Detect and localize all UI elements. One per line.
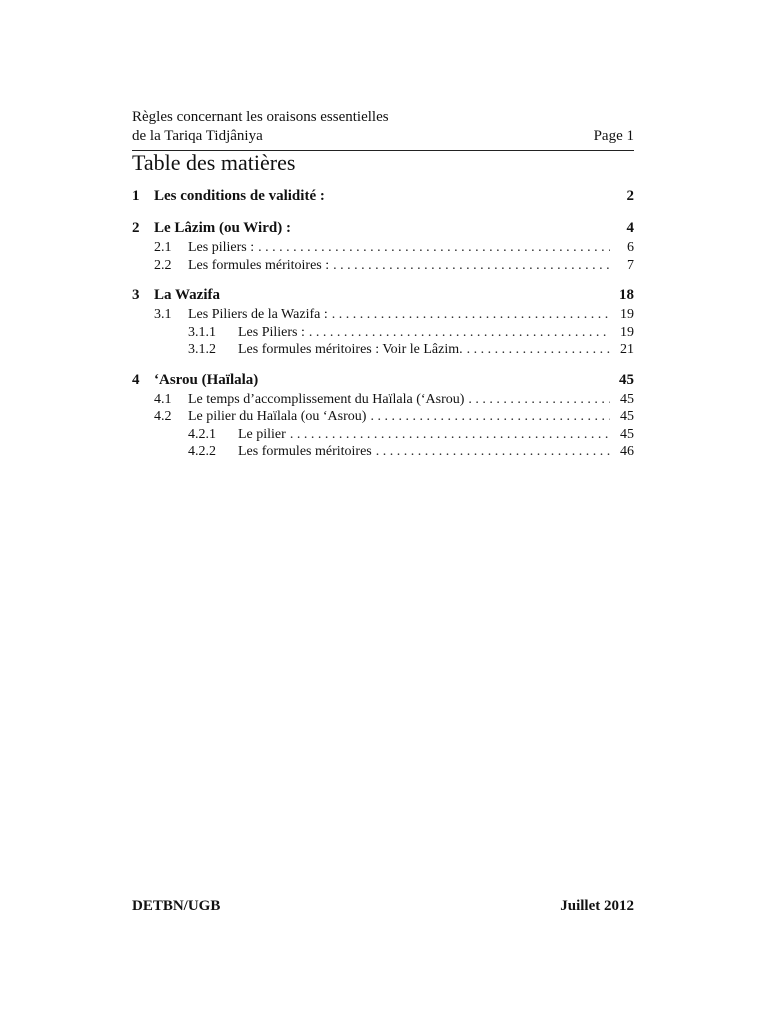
toc-entry-page: 45 — [620, 391, 634, 407]
header-title-line2: de la Tariqa Tidjâniya — [132, 128, 263, 144]
toc-entry-page: 45 — [620, 409, 634, 424]
toc-entry-number: 4.1 — [154, 391, 172, 407]
toc-section-page: 4 — [626, 220, 634, 236]
toc-leader-dots — [468, 392, 610, 408]
toc-entry-title: Les piliers : — [188, 240, 255, 255]
toc-leader-dots — [309, 325, 610, 341]
toc-entry-title: Le temps d’accomplissement du Haïlala (‘Asrou) — [188, 391, 465, 407]
toc-entry-number: 3.1 — [154, 307, 172, 322]
toc-entry-page: 6 — [627, 240, 634, 255]
toc-title: Table des matières — [132, 150, 296, 175]
toc-leader-dots — [290, 427, 610, 443]
toc-section[interactable] — [132, 287, 634, 307]
toc-subsubsection[interactable] — [132, 444, 634, 462]
header-title-line1: Règles concernant les oraisons essentielles — [132, 109, 389, 125]
toc-section-title: La Wazifa — [154, 287, 220, 303]
toc-entry-page: 45 — [620, 426, 634, 442]
toc-section-title: Le Lâzim (ou Wird) : — [154, 220, 291, 236]
toc-entry-page: 46 — [620, 444, 634, 459]
header-page-number: Page 1 — [593, 128, 634, 144]
toc-entry-title: Le pilier du Haïlala (ou ‘Asrou) — [188, 409, 367, 424]
toc-section-number: 1 — [132, 188, 140, 204]
toc-entry-number: 4.2 — [154, 409, 172, 424]
toc-entry-number: 3.1.1 — [188, 324, 216, 340]
toc-subsubsection[interactable] — [132, 427, 634, 445]
toc-entry-title: Les formules méritoires — [238, 444, 372, 459]
page-header — [132, 108, 634, 151]
toc-leader-dots — [376, 444, 610, 460]
toc-leader-dots — [370, 409, 610, 425]
toc-entry-number: 3.1.2 — [188, 342, 216, 357]
toc-leader-dots — [467, 342, 610, 358]
toc-entry-title: Les formules méritoires : Voir le Lâzim. — [238, 342, 463, 357]
toc-section[interactable] — [132, 188, 634, 208]
toc-leader-dots — [258, 240, 610, 256]
toc-entry-number: 4.2.1 — [188, 426, 216, 442]
toc-subsection[interactable] — [132, 258, 634, 276]
toc-entry-page: 19 — [620, 307, 634, 322]
toc-leader-dots — [332, 307, 610, 323]
toc-entry-page: 7 — [627, 257, 634, 273]
toc-section-page: 2 — [626, 188, 634, 204]
toc-section[interactable] — [132, 220, 634, 240]
toc-subsection[interactable] — [132, 307, 634, 325]
toc-entry-page: 19 — [620, 324, 634, 340]
toc-section-page: 18 — [619, 287, 634, 303]
header-row2 — [132, 127, 634, 146]
toc-subsubsection[interactable] — [132, 325, 634, 343]
footer-left: DETBN/UGB — [132, 898, 221, 914]
toc-entry-title: Les Piliers : — [238, 324, 305, 340]
toc-section-number: 4 — [132, 371, 140, 388]
toc-subsection[interactable] — [132, 392, 634, 410]
toc-section-number: 2 — [132, 220, 140, 236]
table-of-contents — [132, 188, 634, 462]
toc-entry-number: 4.2.2 — [188, 444, 216, 459]
toc-section[interactable] — [132, 372, 634, 392]
toc-entry-number: 2.2 — [154, 257, 172, 273]
toc-entry-title: Le pilier — [238, 426, 286, 442]
toc-section-title: ‘Asrou (Haïlala) — [154, 371, 259, 388]
toc-entry-title: Les Piliers de la Wazifa : — [188, 307, 328, 322]
page-footer — [132, 898, 634, 915]
toc-subsection[interactable] — [132, 409, 634, 427]
toc-leader-dots — [333, 258, 610, 274]
toc-subsubsection[interactable] — [132, 342, 634, 360]
toc-section-page: 45 — [619, 371, 634, 388]
toc-entry-title: Les formules méritoires : — [188, 257, 330, 273]
footer-right: Juillet 2012 — [560, 898, 634, 914]
toc-subsection[interactable] — [132, 240, 634, 258]
toc-entry-number: 2.1 — [154, 240, 172, 255]
toc-section-title: Les conditions de validité : — [154, 188, 325, 204]
toc-entry-page: 21 — [620, 342, 634, 357]
toc-section-number: 3 — [132, 287, 140, 303]
